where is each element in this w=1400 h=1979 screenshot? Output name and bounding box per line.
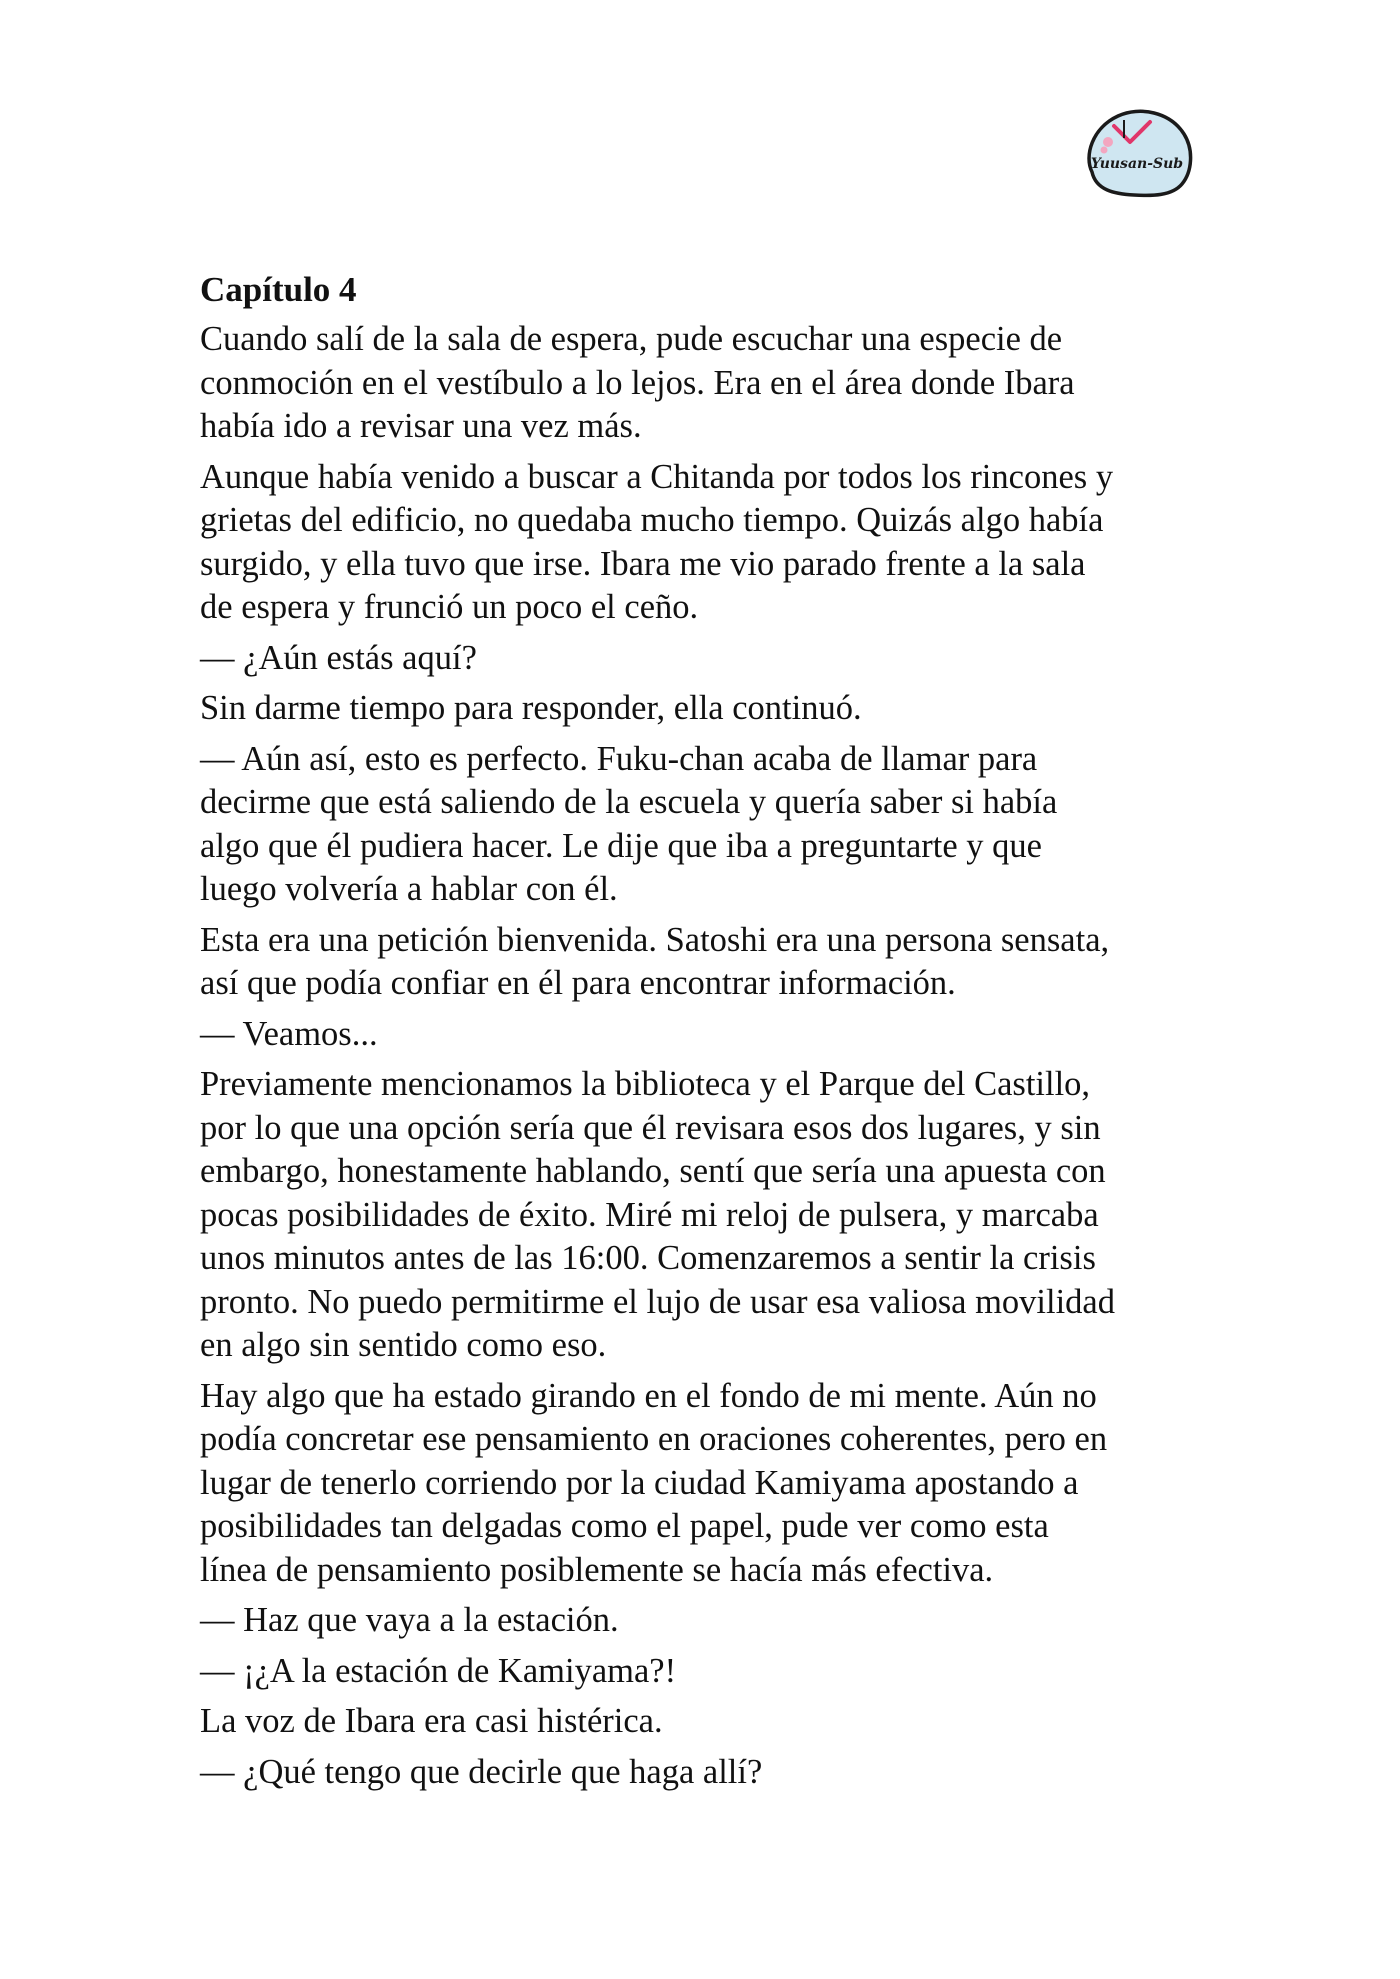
text-line: luego volvería a hablar con él. — [200, 870, 618, 908]
text-line: conmoción en el vestíbulo a lo lejos. Era en el área donde Ibara — [200, 363, 1075, 402]
text-line: — Haz que vaya a la estación. — [200, 1601, 619, 1639]
text-line: Sin darme tiempo para responder, ella continuó. — [200, 689, 862, 727]
paragraph — [200, 1013, 1210, 1057]
paragraph — [200, 1751, 1210, 1795]
paragraph — [200, 456, 1210, 630]
logo-flower-icon — [1103, 137, 1113, 147]
paragraph — [200, 1700, 1210, 1744]
text-line: podía concretar ese pensamiento en oraciones coherentes, pero en — [200, 1420, 1108, 1458]
text-line: Aunque había venido a buscar a Chitanda por todos los rincones y — [200, 457, 1114, 496]
text-line: posibilidades tan delgadas como el papel, pude ver como esta — [200, 1507, 1049, 1545]
text-line: lugar de tenerlo corriendo por la ciudad Kamiyama apostando a — [200, 1463, 1079, 1502]
paragraph — [200, 637, 1210, 681]
text-line: — Veamos... — [200, 1014, 378, 1053]
text-line: Hay algo que ha estado girando en el fondo de mi mente. Aún no — [200, 1376, 1097, 1415]
text-line: unos minutos antes de las 16:00. Comenzaremos a sentir la crisis — [200, 1239, 1096, 1277]
text-line: embargo, honestamente hablando, sentí que sería una apuesta con — [200, 1152, 1106, 1190]
text-line: había ido a revisar una vez más. — [200, 407, 642, 445]
text-line: pocas posibilidades de éxito. Miré mi reloj de pulsera, y marcaba — [200, 1195, 1099, 1234]
text-line: en algo sin sentido como eso. — [200, 1326, 607, 1364]
logo-text: Yuusan-Sub — [1090, 156, 1184, 172]
text-line: decirme que está saliendo de la escuela y quería saber si había — [200, 783, 1058, 821]
text-line: Previamente mencionamos la biblioteca y el Parque del Castillo, — [200, 1065, 1091, 1103]
paragraph — [200, 1650, 1210, 1694]
text-line: así que podía confiar en él para encontrar información. — [200, 964, 956, 1002]
text-line: surgido, y ella tuvo que irse. Ibara me vio parado frente a la sala — [200, 544, 1086, 583]
text-line: — ¿Qué tengo que decirle que haga allí? — [200, 1752, 763, 1791]
text-line: Cuando salí de la sala de espera, pude escuchar una especie de — [200, 320, 1063, 358]
text-line: grietas del edificio, no quedaba mucho tiempo. Quizás algo había — [200, 501, 1104, 539]
yuusan-sub-logo — [1078, 106, 1196, 198]
page-content — [200, 266, 1210, 1801]
text-line: algo que él pudiera hacer. Le dije que iba a preguntarte y que — [200, 826, 1042, 865]
paragraph — [200, 1599, 1210, 1643]
paragraph — [200, 1063, 1210, 1368]
text-line: — Aún así, esto es perfecto. Fuku-chan acaba de llamar para — [200, 739, 1038, 778]
paragraph — [200, 738, 1210, 912]
paragraph — [200, 687, 1210, 731]
paragraph — [200, 318, 1210, 449]
text-line: pronto. No puedo permitirme el lujo de usar esa valiosa movilidad — [200, 1282, 1115, 1321]
text-line: — ¿Aún estás aquí? — [200, 638, 477, 677]
text-line: Esta era una petición bienvenida. Satoshi era una persona sensata, — [200, 920, 1110, 959]
text-line: La voz de Ibara era casi histérica. — [200, 1702, 663, 1740]
text-line: — ¡¿A la estación de Kamiyama?! — [200, 1651, 677, 1690]
chapter-title: Capítulo 4 — [200, 270, 357, 309]
paragraph — [200, 919, 1210, 1006]
paragraph-list — [200, 318, 1210, 1794]
text-line: por lo que una opción sería que él revisara esos dos lugares, y sin — [200, 1108, 1101, 1147]
text-line: línea de pensamiento posiblemente se hacía más efectiva. — [200, 1550, 994, 1589]
text-line: de espera y frunció un poco el ceño. — [200, 588, 699, 626]
paragraph — [200, 1375, 1210, 1593]
